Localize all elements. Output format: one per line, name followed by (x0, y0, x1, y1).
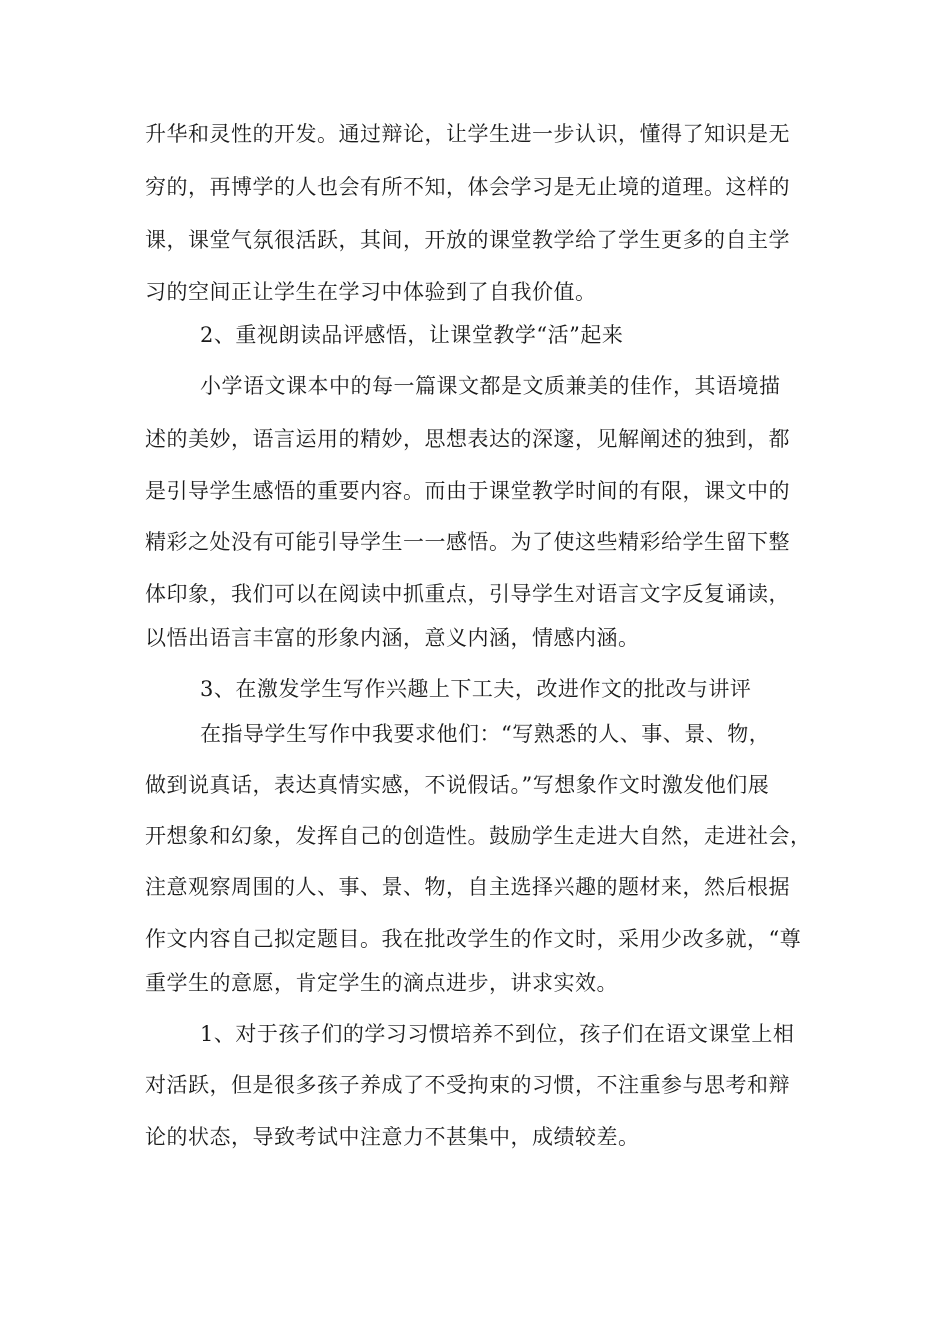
paragraph-line: 做到说真话，表达真情实感，不说假话。”写想象作文时激发他们展 (145, 773, 770, 797)
paragraph-line: 习的空间正让学生在学习中体验到了自我价值。 (145, 280, 597, 304)
paragraph-line: 小学语文课本中的每一篇课文都是文质兼美的佳作，其语境描 (200, 374, 781, 398)
paragraph-line: 重学生的意愿，肯定学生的滴点进步，讲求实效。 (145, 971, 618, 995)
paragraph-line: 体印象，我们可以在阅读中抓重点，引导学生对语言文字反复诵读， (145, 582, 790, 606)
paragraph-line: 课，课堂气氛很活跃，其间，开放的课堂教学给了学生更多的自主学 (145, 228, 790, 252)
paragraph-line: 述的美妙，语言运用的精妙，思想表达的深邃，见解阐述的独到，都 (145, 427, 790, 451)
paragraph-line: 注意观察周围的人、事、景、物，自主选择兴趣的题材来，然后根据 (145, 875, 790, 899)
paragraph-line: 对活跃，但是很多孩子养成了不受拘束的习惯，不注重参与思考和辩 (145, 1073, 790, 1097)
paragraph-line: 开想象和幻象，发挥自己的创造性。鼓励学生走进大自然，走进社会， (145, 824, 812, 848)
paragraph-line: 精彩之处没有可能引导学生一一感悟。为了使这些精彩给学生留下整 (145, 530, 790, 554)
paragraph-line: 论的状态，导致考试中注意力不甚集中，成绩较差。 (145, 1125, 640, 1149)
paragraph-line: 是引导学生感悟的重要内容。而由于课堂教学时间的有限，课文中的 (145, 479, 790, 503)
paragraph-line: 穷的，再博学的人也会有所不知，体会学习是无止境的道理。这样的 (145, 175, 790, 199)
paragraph-line: 作文内容自己拟定题目。我在批改学生的作文时，采用少改多就，“尊 (145, 927, 802, 951)
paragraph-line: 以悟出语言丰富的形象内涵，意义内涵，情感内涵。 (145, 626, 640, 650)
section-heading: 2、重视朗读品评感悟，让课堂教学“活”起来 (200, 323, 624, 347)
paragraph-line: 1、对于孩子们的学习习惯培养不到位，孩子们在语文课堂上相 (200, 1022, 795, 1046)
paragraph-line: 在指导学生写作中我要求他们：“写熟悉的人、事、景、物， (200, 722, 771, 746)
section-heading: 3、在激发学生写作兴趣上下工夫，改进作文的批改与讲评 (200, 677, 752, 701)
paragraph-line: 升华和灵性的开发。通过辩论，让学生进一步认识，懂得了知识是无 (145, 122, 790, 146)
